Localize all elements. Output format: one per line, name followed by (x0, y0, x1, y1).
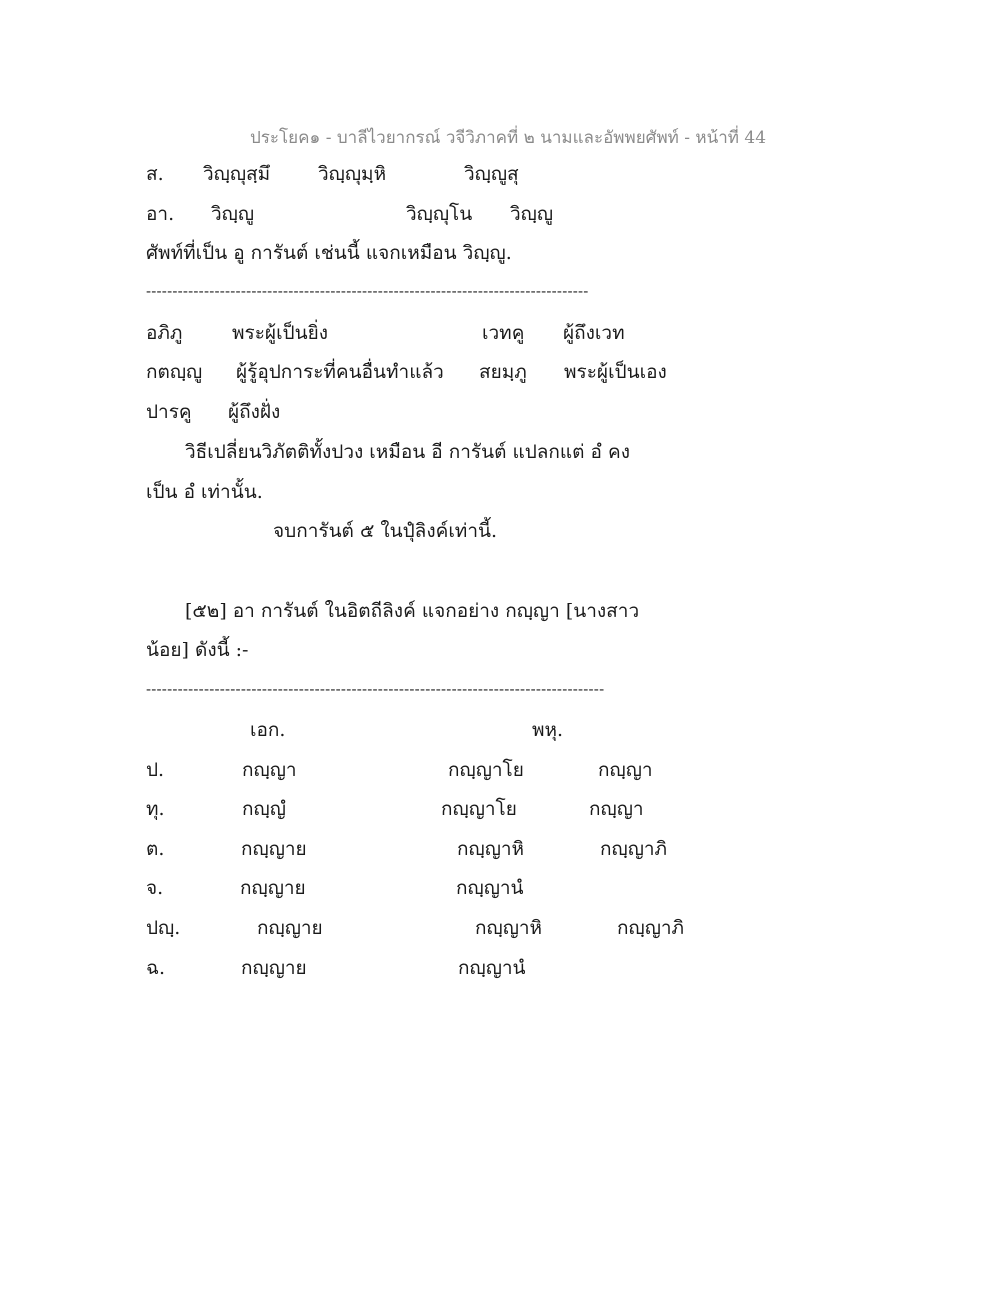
table-row-singular: กญฺญาย (240, 877, 306, 899)
note-u-karan: ศัพท์ที่เป็น อู การันต์ เช่นนี้ แจกเหมือน วิญฺญู. (146, 242, 512, 264)
table-row-plural-2: กญฺญา (598, 759, 653, 781)
table-row-plural-1: กญฺญานํ (456, 877, 524, 899)
form-sa-1: วิญฺญุสฺมึ (203, 163, 271, 185)
column-header-plural: พหุ. (532, 719, 564, 741)
table-row-case: ต. (146, 838, 165, 860)
table-row-singular: กญฺญาย (241, 838, 307, 860)
table-row-plural-1: กญฺญาโย (448, 759, 524, 781)
divider-1: ------------------------------------------------------------------------------------ (146, 282, 589, 300)
divider-2: --------------------------------------------------------------------------------------- (146, 680, 605, 698)
form-sa-2: วิญฺญุมฺหิ (318, 163, 387, 185)
vocab-word: กตญฺญู (146, 361, 203, 383)
table-row-case: ฉ. (146, 957, 165, 979)
table-row-case: จ. (146, 877, 164, 899)
form-aa-2: วิญฺญุโน (406, 203, 473, 225)
vocab-word: อภิภู (146, 322, 183, 344)
vocab-meaning: ผู้ถึงฝั่ง (228, 401, 281, 423)
vocab-meaning: พระผู้เป็นเอง (564, 361, 667, 383)
table-row-singular: กญฺญํ (242, 798, 286, 820)
section-52-line-2: น้อย] ดังนี้ :- (146, 639, 249, 661)
table-row-plural-1: กญฺญาหิ (475, 917, 543, 939)
form-aa-1: วิญฺญู (211, 203, 255, 225)
table-row-case: ป. (146, 759, 165, 781)
explanation-line-1: วิธีเปลี่ยนวิภัตติทั้งปวง เหมือน อี การันต์ แปลกแต่ อํ คง (185, 441, 630, 463)
vocab-meaning: พระผู้เป็นยิ่ง (232, 322, 329, 344)
table-row-case: ทุ. (146, 798, 165, 820)
table-row-plural-2: กญฺญาภิ (617, 917, 685, 939)
section-52-line-1: [๕๒] อา การันต์ ในอิตถีลิงค์ แจกอย่าง กญฺญา [นางสาว (185, 600, 640, 622)
table-row-case: ปญฺ. (146, 917, 181, 939)
column-header-singular: เอก. (250, 719, 286, 741)
vocab-meaning: ผู้รู้อุปการะที่คนอื่นทำแล้ว (236, 361, 444, 383)
vocab-word: เวทคู (482, 322, 525, 344)
table-row-singular: กญฺญาย (241, 957, 307, 979)
page-header: ประโยค๑ - บาลีไวยากรณ์ วจีวิภาคที่ ๒ นามและอัพพยศัพท์ - หน้าที่ 44 (250, 128, 767, 148)
table-row-plural-1: กญฺญานํ (458, 957, 526, 979)
table-row-singular: กญฺญา (242, 759, 297, 781)
vocab-word: สยมฺภู (479, 361, 527, 383)
explanation-line-2: เป็น อํ เท่านั้น. (146, 481, 263, 503)
table-row-plural-1: กญฺญาหิ (457, 838, 525, 860)
table-row-plural-2: กญฺญาภิ (600, 838, 668, 860)
table-row-singular: กญฺญาย (257, 917, 323, 939)
vocab-word: ปารคู (146, 401, 192, 423)
form-sa-3: วิญฺญูสุ (464, 163, 519, 185)
case-label-aa: อา. (146, 203, 175, 225)
section-end-note: จบการันต์ ๕ ในปุํลิงค์เท่านี้. (273, 520, 498, 542)
vocab-meaning: ผู้ถึงเวท (563, 322, 625, 344)
case-label-sa: ส. (146, 163, 164, 185)
form-aa-3: วิญฺญู (510, 203, 554, 225)
table-row-plural-1: กญฺญาโย (441, 798, 517, 820)
table-row-plural-2: กญฺญา (589, 798, 644, 820)
